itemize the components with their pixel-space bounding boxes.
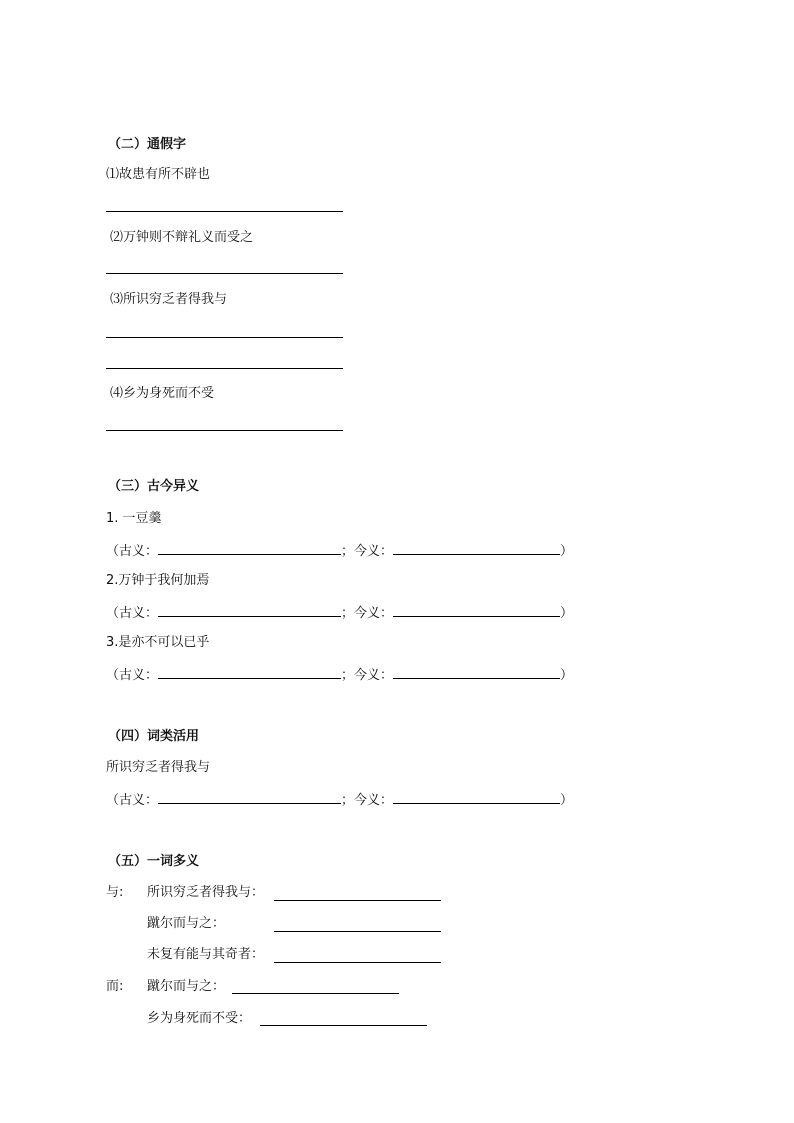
- section-4-heading: （四）词类活用: [108, 729, 200, 744]
- gu-label: （古义：: [106, 793, 159, 808]
- jin-blank[interactable]: [393, 604, 560, 617]
- s3-item-2: 2.万钟于我何加焉: [106, 573, 210, 588]
- answer-blank[interactable]: [106, 273, 343, 274]
- yu-item-3: 未复有能与其奇者：: [147, 947, 265, 962]
- jin-label: ；今义：: [341, 793, 394, 808]
- answer-blank[interactable]: [106, 430, 343, 431]
- gu-blank[interactable]: [158, 604, 341, 617]
- gu-label: （古义：: [106, 606, 159, 621]
- close-paren: ）: [560, 668, 574, 683]
- gu-blank[interactable]: [158, 666, 341, 679]
- s4-item: 所识穷乏者得我与: [106, 760, 211, 775]
- jin-blank[interactable]: [393, 542, 560, 555]
- gu-label: （古义：: [106, 544, 159, 559]
- yu-item-1: 所识穷乏者得我与：: [147, 885, 265, 900]
- section-5-heading: （五）一词多义: [108, 854, 200, 869]
- er-item-1: 蹴尔而与之：: [147, 979, 226, 994]
- s3-item-1: 1. 一豆羹: [106, 511, 162, 526]
- gu-jin-row: [106, 604, 573, 622]
- answer-blank[interactable]: [274, 962, 441, 963]
- jin-blank[interactable]: [393, 666, 560, 679]
- answer-blank[interactable]: [232, 993, 399, 994]
- s3-item-3: 3.是亦不可以已乎: [106, 635, 210, 650]
- er-label: 而:: [106, 979, 124, 994]
- close-paren: ）: [560, 793, 574, 808]
- jin-label: ；今义：: [341, 544, 394, 559]
- s2-item-2: ⑵万钟则不辩礼义而受之: [110, 230, 254, 245]
- er-item-2: 乡为身死而不受：: [147, 1011, 252, 1026]
- answer-blank[interactable]: [106, 337, 343, 338]
- answer-blank[interactable]: [106, 368, 343, 369]
- yu-label: 与:: [106, 885, 124, 900]
- gu-jin-row: [106, 666, 573, 684]
- gu-blank[interactable]: [158, 791, 341, 804]
- s2-item-4: ⑷乡为身死而不受: [110, 386, 215, 401]
- jin-label: ；今义：: [341, 668, 394, 683]
- section-2-heading: （二）通假字: [108, 137, 187, 152]
- answer-blank[interactable]: [106, 211, 343, 212]
- gu-jin-row: [106, 542, 573, 560]
- jin-label: ；今义：: [341, 606, 394, 621]
- gu-jin-row: [106, 791, 573, 809]
- gu-blank[interactable]: [158, 542, 341, 555]
- close-paren: ）: [560, 544, 574, 559]
- s2-item-1: ⑴故患有所不辟也: [106, 167, 211, 182]
- section-3-heading: （三）古今异义: [108, 479, 200, 494]
- yu-item-2: 蹴尔而与之：: [147, 916, 226, 931]
- answer-blank[interactable]: [274, 931, 441, 932]
- answer-blank[interactable]: [274, 900, 441, 901]
- s2-item-3: ⑶所识穷乏者得我与: [110, 292, 228, 307]
- answer-blank[interactable]: [260, 1025, 427, 1026]
- jin-blank[interactable]: [393, 791, 560, 804]
- close-paren: ）: [560, 606, 574, 621]
- gu-label: （古义：: [106, 668, 159, 683]
